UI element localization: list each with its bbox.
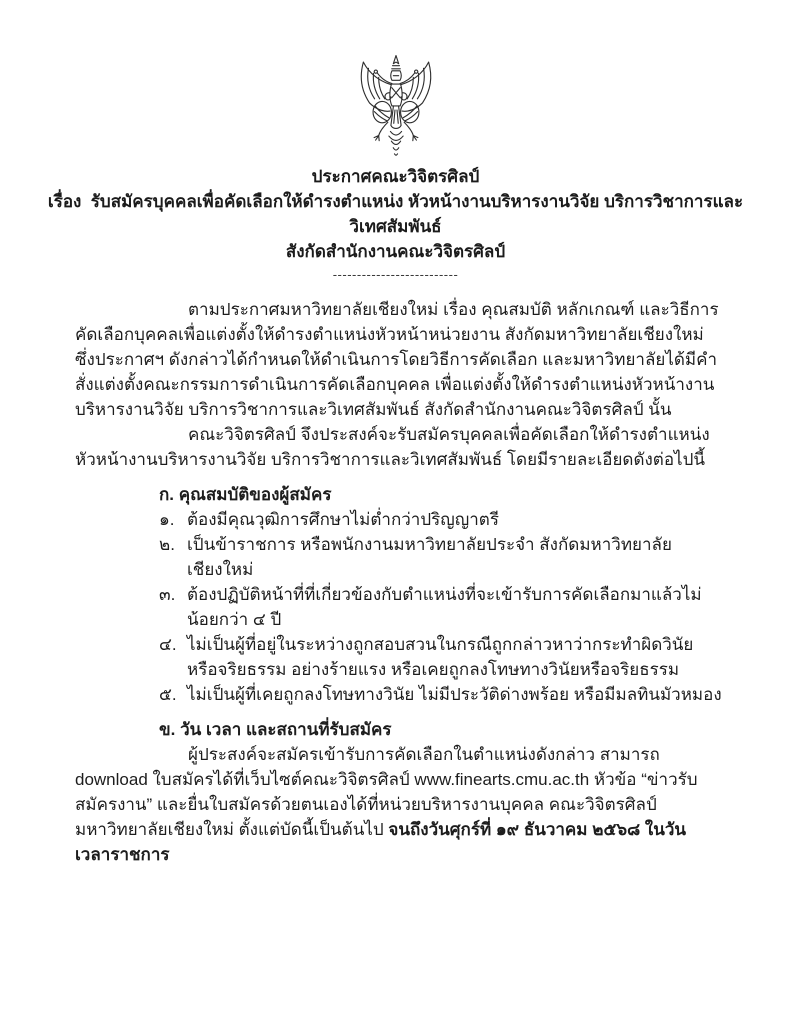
item-number: ๓. [159, 585, 176, 604]
item-text: ต้องปฏิบัติหน้าที่ที่เกี่ยวข้องกับตำแหน่งที่จะเข้ารับการคัดเลือกมาแล้วไม่น้อยกว่า ๔ ปี [187, 585, 702, 629]
intent-paragraph: คณะวิจิตรศิลป์ จึงประสงค์จะรับสมัครบุคคลเพื่อคัดเลือกให้ดำรงตำแหน่งหัวหน้างานบริหารงานวิจัย บริการวิชาการและวิเทศสัมพันธ์ โดยมีรายละเอียดดังต่อไปนี้ [75, 425, 710, 469]
application-deadline-text: จนถึงวันศุกร์ที่ ๑๙ ธันวาคม ๒๕๖๘ ในวัน เวลาราชการ [75, 820, 687, 864]
item-number: ๑. [159, 510, 175, 529]
item-text: เป็นข้าราชการ หรือพนักงานมหาวิทยาลัยประจำ สังกัดมหาวิทยาลัยเชียงใหม่ [187, 535, 672, 579]
item-number: ๔. [159, 635, 177, 654]
section-a-heading: ก. คุณสมบัติของผู้สมัคร [159, 485, 332, 504]
qualification-item [159, 507, 725, 532]
separator-dashes: -------------------------- [332, 267, 459, 282]
qualification-item [159, 582, 725, 632]
application-details-text: ผู้ประสงค์จะสมัครเข้ารับการคัดเลือกในตำแหน่งดังกล่าว สามารถ download ใบสมัครได้ที่เว็บไซต์คณะวิจิตรศิลป์ www.finearts.cmu.ac.th หัวข้อ “ข่าวรับสมัครงาน” และยื่นใบสมัครด้วยตนเองได้ที่หน่วยบริหารงานบุคคล คณะวิจิตรศิลป์ มหาวิทยาลัยเชียงใหม่ ตั้งแต่บัดนี้เป็นต้นไป [75, 745, 698, 839]
item-text: ไม่เป็นผู้ที่เคยถูกลงโทษทางวินัย ไม่มีประวัติด่างพร้อย หรือมีมลทินมัวหมอง [187, 685, 722, 704]
document-body [75, 297, 725, 867]
item-number: ๒. [159, 535, 175, 554]
qualification-item [159, 532, 725, 582]
preamble-paragraph: ตามประกาศมหาวิทยาลัยเชียงใหม่ เรื่อง คุณสมบัติ หลักเกณฑ์ และวิธีการคัดเลือกบุคคลเพื่อแต่งตั้งให้ดำรงตำแหน่งหัวหน้าหน่วยงาน สังกัดมหาวิทยาลัยเชียงใหม่ ซึ่งประกาศฯ ดังกล่าวได้กำหนดให้ดำเนินการโดยวิธีการคัดเลือก และมหาวิทยาลัยได้มีคำสั่งแต่งตั้งคณะกรรมการดำเนินการคัดเลือกบุคคล เพื่อแต่งตั้งให้ดำรงตำแหน่งหัวหน้างานบริหารงานวิจัย บริการวิชาการและวิเทศสัมพันธ์ สังกัดสำนักงานคณะวิจิตรศิลป์ นั้น [75, 300, 719, 419]
announcement-subject: เรื่อง รับสมัครบุคคลเพื่อคัดเลือกให้ดำรงตำแหน่ง หัวหน้างานบริหารงานวิจัย บริการวิชาการและวิเทศสัมพันธ์ [47, 192, 744, 236]
item-text: ไม่เป็นผู้ที่อยู่ในระหว่างถูกสอบสวนในกรณีถูกกล่าวหาว่ากระทำผิดวินัย หรือจริยธรรม อย่างร้ายแรง หรือเคยถูกลงโทษทางวินัยหรือจริยธรรม [187, 635, 694, 679]
item-number: ๕. [159, 685, 177, 704]
announcement-affiliation: สังกัดสำนักงานคณะวิจิตรศิลป์ [285, 242, 506, 261]
garuda-emblem-icon [345, 54, 447, 160]
qualification-list [159, 507, 725, 707]
qualification-item [159, 632, 725, 682]
announcement-title: ประกาศคณะวิจิตรศิลป์ [311, 167, 480, 186]
section-b-heading: ข. วัน เวลา และสถานที่รับสมัคร [159, 720, 392, 739]
item-text: ต้องมีคุณวุฒิการศึกษาไม่ต่ำกว่าปริญญาตรี [187, 510, 499, 529]
application-paragraph [75, 742, 725, 867]
qualification-item [159, 682, 725, 707]
